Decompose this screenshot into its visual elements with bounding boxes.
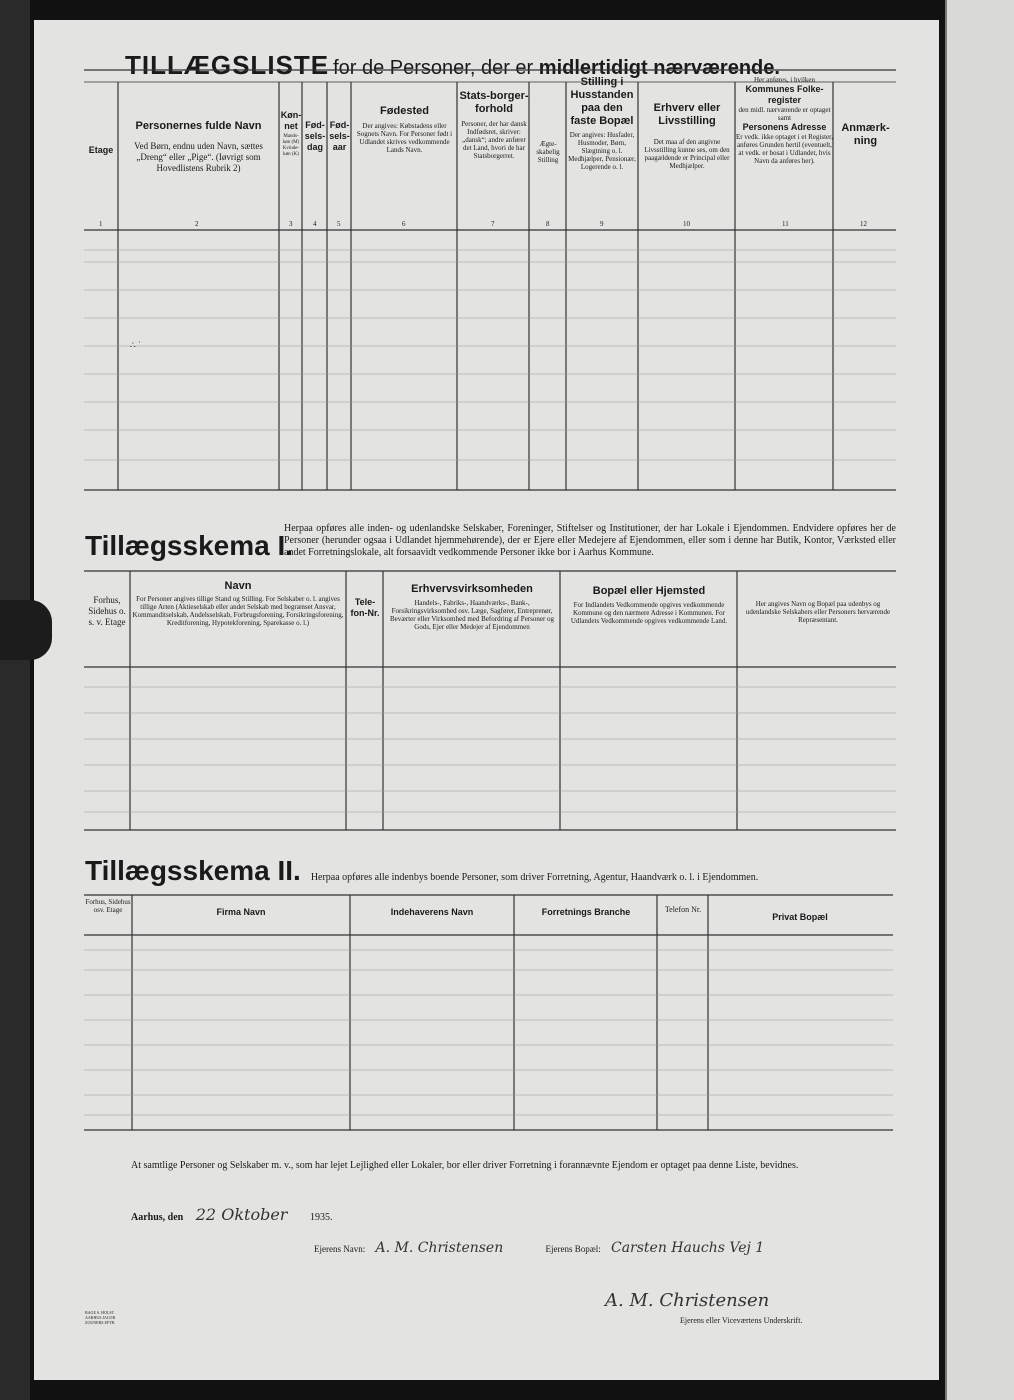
skema2-description: Herpaa opføres alle indenbys boende Personer, som driver Forretning, Agentur, Haandværk o. l. i Ejendommen. xyxy=(310,872,759,883)
col-register: Her anføres, i hvilken Kommunes Folke-register den midl. nærværende er optaget samt Personens Adresse Er vedk. ikke optaget i et Register, anføres Grunden hertil (eventuelt, at vedk. er bosat i Udlandet, hvis Navn da anføres her). xyxy=(736,76,833,165)
owner-line: Ejerens Navn: A. M. Christensen Ejerens Bopæl: Carsten Hauchs Vej 1 xyxy=(314,1240,765,1256)
col-number: 6 xyxy=(402,220,406,228)
s2-col-branch: Forretnings Branche xyxy=(541,907,631,917)
col-number: 5 xyxy=(337,220,341,228)
date-line: Aarhus, den 22 Oktober 1935. xyxy=(131,1205,333,1224)
s1-col-representative: Her angives Navn og Bopæl paa udenbys og udenlandske Selskabers eller Personers herværende Repræsentant. xyxy=(745,600,891,624)
col-remarks: Anmærk-ning xyxy=(841,122,890,147)
year: 1935. xyxy=(309,1212,333,1223)
col-birthday: Fød-sels-dag xyxy=(304,120,326,152)
col-citizenship: Stats-borger-forhold Personer, der har dansk Indfødsret, skriver: „dansk“; andre anfører det Land, hvori de har Statsborgerret. xyxy=(459,90,529,160)
signature-label: Ejerens eller Viceværtens Underskrift. xyxy=(680,1316,803,1325)
col-number: 1 xyxy=(99,220,103,228)
col-number: 2 xyxy=(195,220,199,228)
s2-col-phone: Telefon Nr. xyxy=(664,905,702,914)
col-gender: Køn-net Mands-køn (M) Kvinde-køn (K) xyxy=(280,110,302,157)
col-number: 12 xyxy=(860,220,867,228)
skema2-header xyxy=(85,855,895,887)
owner-address: Carsten Hauchs Vej 1 xyxy=(610,1240,765,1256)
date-handwritten: 22 Oktober xyxy=(195,1205,288,1224)
col-number: 3 xyxy=(289,220,293,228)
col-number: 9 xyxy=(600,220,604,228)
s2-col-etage: Forhus, Sidehus osv. Etage xyxy=(85,898,131,914)
col-marital: Ægte-skabelig Stilling xyxy=(536,140,560,164)
owner-name: A. M. Christensen xyxy=(375,1240,504,1256)
s1-col-etage: Forhus, Sidehus o. s. v. Etage xyxy=(88,595,126,627)
col-birthyear: Fød-sels-aar xyxy=(329,120,350,152)
s2-col-private-address: Privat Bopæl xyxy=(772,912,828,922)
owner-signature: A. M. Christensen xyxy=(605,1290,770,1311)
col-etage: Etage xyxy=(88,145,114,155)
col-household: Stilling i Husstanden paa den faste Bopæl Der angives: Husfader, Husmoder, Børn, Slægtning o. l. Medhjælper, Pensionær, Logerende o. l. xyxy=(568,76,636,171)
s2-col-firm: Firma Navn xyxy=(216,907,266,917)
skema2-title: Tillægsskema II. xyxy=(85,855,301,886)
col-number: 4 xyxy=(313,220,317,228)
skema1-description: Herpaa opføres alle inden- og udenlandske Selskaber, Foreninger, Stiftelser og Institutioner, der har Lokale i Ejendommen. Endvidere opføres her de Personer (herunder ogsaa i Udlandet hjemmehørende), der er Ejere eller Medejere af Ejendommen, eller som i denne har Butik, Kontor, Værksted eller andet Forretningslokale, alt forsaavidt vedkommende Personer ikke bor i Aarhus Kommune. xyxy=(284,523,896,558)
certification-text: At samtlige Personer og Selskaber m. v., som har lejet Lejlighed eller Lokaler, bor eller driver Forretning i forannævnte Ejendom er optaget paa denne Liste, bevidnes. xyxy=(131,1160,799,1171)
page-subtitle: for de Personer, der er midlertidigt nærværende. xyxy=(333,57,780,79)
s1-col-business: Erhvervsvirksomheden Handels-, Fabriks-, Haandværks-, Bank-, Forsikringsvirksomhed osv. Læge, Sagfører, Entreprenør, Beværter eller Virksomhed med Befordring af Personer og Gods, Ejer eller Medejer af Ejendommen xyxy=(389,583,555,631)
col-occupation: Erhverv eller Livsstilling Det maa af den angivne Livsstilling kunne ses, om den paagældende er Principal eller Medhjælper. xyxy=(644,102,730,170)
col-number: 7 xyxy=(491,220,495,228)
col-number: 10 xyxy=(683,220,690,228)
s2-col-owner: Indehaverens Navn xyxy=(390,907,474,917)
page-title: TILLÆGSLISTE xyxy=(125,50,330,80)
s1-col-phone: Tele-fon-Nr. xyxy=(350,597,380,618)
printer-mark: BAGE S. HOLST. AARHUS JACOB ZOUNERS EFTR. xyxy=(85,1310,116,1325)
s1-col-name: Navn For Personer angives tillige Stand og Stilling. For Selskaber o. l. angives tillige Arten (Aktieselskab eller andet Selskab med begrænset Ansvar, Kommanditselskab, Andelsselskab, Forbrugsforening, Forsikringsforening, Kreditforening, Hypotekforening, Sparekasse o. l.) xyxy=(132,580,344,627)
s1-col-residence: Bopæl eller Hjemsted For Indlandets Vedkommende opgives vedkommende Kommune og den nærmere Adresse i Kommunen. For Udlandets Vedkommende opgives vedkommende Land. xyxy=(570,585,728,625)
col-name: Personernes fulde Navn Ved Børn, endnu uden Navn, sættes „Dreng“ eller „Pige“. (Iøvrigt som Hovedlistens Rubrik 2) xyxy=(134,120,263,173)
col-number: 8 xyxy=(546,220,550,228)
skema1-title: Tillægsskema I. xyxy=(85,530,294,561)
col-birthplace: Fødested Der angives: Købstadens eller Sognets Navn. For Personer født i Udlandet skrives vedkommende Lands Navn. xyxy=(356,105,453,154)
col-number: 11 xyxy=(782,220,789,228)
stray-mark: ∴ ˙ xyxy=(130,340,141,350)
